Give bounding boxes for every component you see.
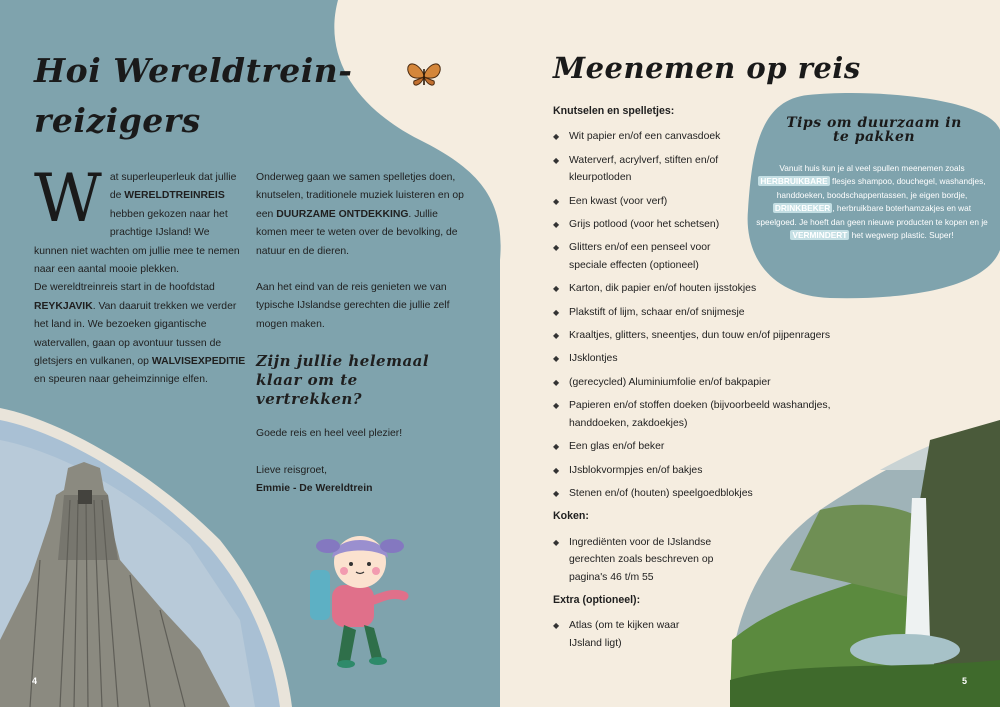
col2-text-1c: . Jullie komen meer te weten over de bevolking, de natuur en de dieren. (256, 208, 458, 257)
list-item: ◆ Papieren en/of stoffen doeken (bijvoorbeeld washandjes, handdoeken, zakdoekjes) (553, 397, 873, 432)
tips-highlight-vermindert: VERMINDERT (792, 230, 848, 241)
tips-title: Tips om duurzaam in te pakken (786, 115, 962, 145)
drop-cap: W (34, 160, 102, 237)
list-item: ◆ IJsklontjes (553, 350, 883, 367)
section-heading: Knutselen en spelletjes: (553, 105, 675, 117)
list-item: ◆ IJsblokvormpjes en/of bakjes (553, 462, 883, 479)
tips-text-2: flesjes shampoo, douchegel, washandjes, handdoeken, boodschappentassen, je eigen bordje, (776, 176, 986, 200)
intro-bold-reykjavik: REYKJAVIK (34, 300, 93, 312)
tips-highlight-herbruikbare: HERBRUIKBARE (760, 176, 828, 187)
greeting-text: Lieve reisgroet, (256, 464, 328, 476)
page-number-left: 4 (32, 676, 38, 686)
ready-question-heading: Zijn jullie helemaal klaar om te vertrekken? (256, 352, 430, 409)
section-extra (553, 592, 883, 652)
tips-bubble (744, 92, 1000, 298)
list-item: ◆ Stenen en/of (houten) speelgoedblokjes (553, 485, 883, 502)
list-item: ◆ Atlas (om te kijken waar IJsland ligt) (553, 617, 713, 652)
list-item: ◆ Wit papier en/of een canvasdoek (553, 128, 783, 145)
list-item: ◆ Grijs potlood (voor het schetsen) (553, 216, 763, 233)
intro-text-1c: hebben gekozen naar het prachtige IJsland! We kunnen niet wachten om jullie mee te nemen naar een aantal mooie plekken. (34, 208, 240, 276)
list-item: ◆ Waterverf, acrylverf, stiften en/of kleurpotloden (553, 152, 743, 187)
intro-column-2 (256, 169, 468, 498)
tips-body (752, 162, 992, 242)
list-item: ◆ Plakstift of lijm, schaar en/of snijmesje (553, 304, 883, 321)
section-heading: Extra (optioneel): (553, 593, 641, 606)
list-item: ◆ Glitters en/of een penseel voor speciale effecten (optioneel) (553, 239, 738, 274)
intro-text-1a: at superleuperleuk dat jullie de (109, 172, 237, 202)
section-heading: Koken: (553, 510, 589, 523)
intro-text-2d: en speuren naar geheimzinnige elfen. (34, 374, 208, 386)
list-item: ◆ Een kwast (voor verf) (553, 193, 743, 210)
page-number-right: 5 (962, 676, 968, 686)
intro-column-1 (34, 160, 246, 408)
intro-bold-walvisexpeditie: WALVISEXPEDITIE (151, 356, 246, 368)
signature-text: Emmie - De Wereldtrein (256, 483, 373, 495)
intro-text-2a: De wereldtreinreis start in de hoofdstad (34, 282, 215, 294)
list-item: ◆ (gerecycled) Aluminiumfolie en/of bakpapier (553, 374, 883, 391)
left-page-title: Hoi Wereldtrein-reizigers (34, 51, 353, 140)
intro-text-2c: . Van daaruit trekken we verder het land in. We bezoeken gigantische watervallen, gaan op avontuur tussen de gletsjers en vulkanen, op (34, 300, 237, 368)
list-item: ◆ Ingrediënten voor de IJslandse gerechten zoals beschreven op pagina's 46 t/m 55 (553, 534, 733, 586)
intro-bold-wereldtreinreis: WERELDTREINREIS (124, 190, 225, 202)
col2-paragraph-2: Aan het eind van de reis genieten we van typische IJslandse gerechten die jullie zelf mogen maken. (256, 282, 450, 330)
section-cooking (553, 508, 883, 586)
tips-text-1: Vanuit huis kun je al veel spullen meenemen zoals (779, 163, 965, 173)
tips-highlight-drinkbeker: DRINKBEKER (774, 203, 831, 214)
list-item: ◆ Een glas en/of beker (553, 438, 883, 455)
list-item: ◆ Karton, dik papier en/of houten ijsstokjes (553, 280, 883, 297)
farewell-text: Goede reis en heel veel plezier! (256, 428, 403, 440)
col2-bold-duurzame: DUURZAME ONTDEKKING (276, 208, 409, 220)
col2-text-1a: Onderweg gaan we samen spelletjes doen, knutselen, traditionele muziek luisteren en op een (256, 172, 464, 220)
list-item: ◆ Kraaltjes, glitters, sneentjes, dun touw en/of pijpenragers (553, 327, 883, 344)
right-page-title: Meenemen op reis (553, 51, 861, 85)
tips-text-3: , herbruikbare boterhamzakjes en wat speelgoed. Je hoeft dan geen nieuwe producten te kopen en je (756, 203, 988, 227)
tips-text-4: het wegwerp plastic. Super! (849, 230, 954, 241)
